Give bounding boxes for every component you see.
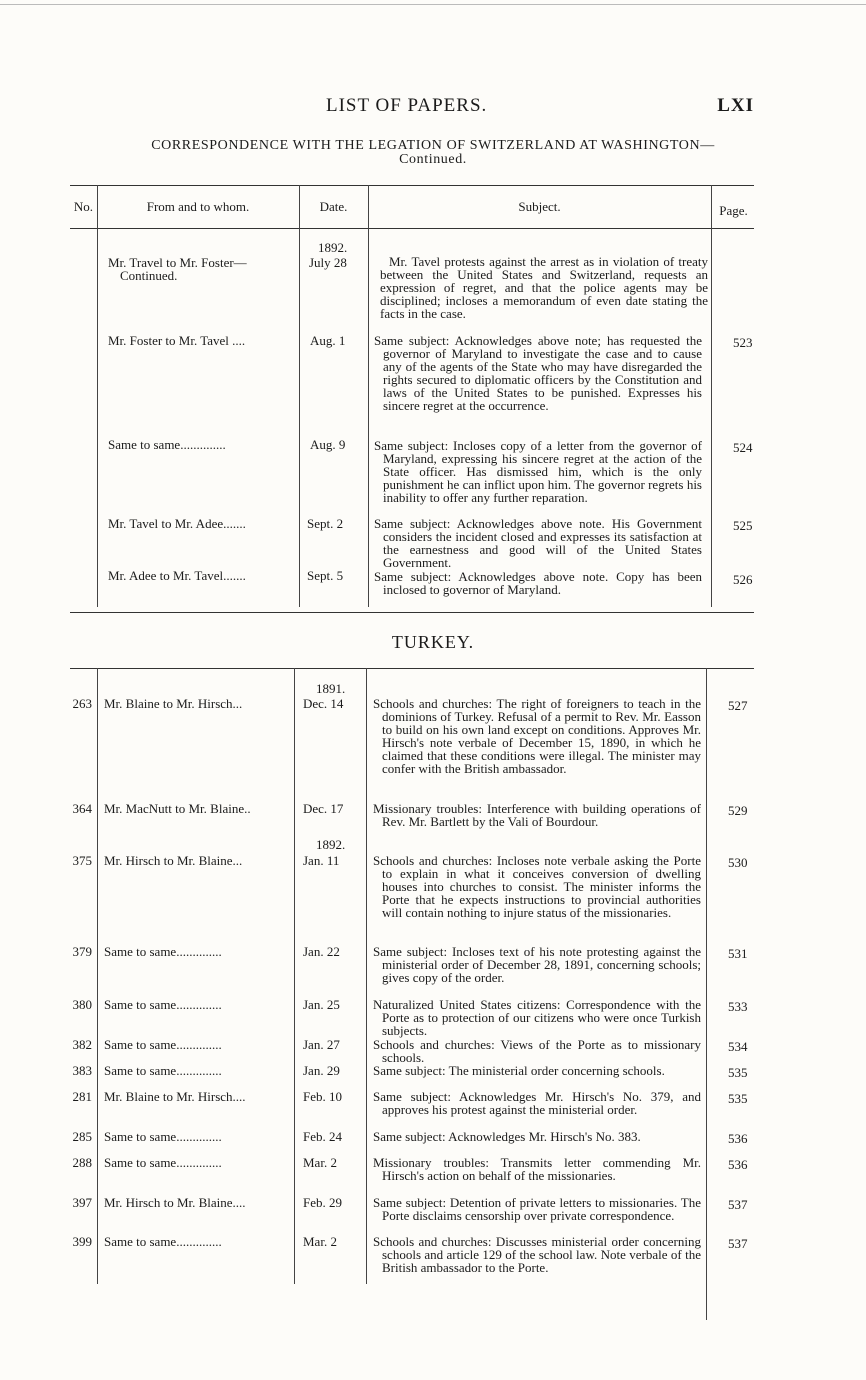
row-page: 537 [728, 1197, 748, 1212]
row-date: Feb. 24 [303, 1129, 342, 1144]
row-subject: Same subject: Detention of private letters to missionaries. The Porte disclaims censorship over private correspondence. [373, 1195, 701, 1223]
row-from: Same to same.............. [108, 437, 226, 452]
row-year: 1892. [318, 240, 348, 255]
row-subject: Mr. Tavel protests against the arrest as in violation of treaty between the United States and Switzerland, requests an expression of regret, and that the police agents may be disciplined; incloses a memorandum of even date stating the facts in the case. [380, 254, 708, 321]
row-date: Jan. 29 [303, 1063, 340, 1078]
table-top-rule [70, 185, 754, 186]
row-number: 399 [72, 1234, 92, 1249]
row-from-continued: Continued. [120, 268, 178, 283]
row-number: 379 [72, 944, 92, 959]
row-subject: Same subject: The ministerial order concerning schools. [373, 1063, 665, 1078]
row-from: Mr. Adee to Mr. Tavel....... [108, 568, 246, 583]
row-date: Dec. 17 [303, 801, 344, 816]
row-from: Same to same.............. [104, 1037, 222, 1052]
row-number: 288 [72, 1155, 92, 1170]
column-header-no: No. [73, 199, 94, 214]
row-from: Same to same.............. [104, 1129, 222, 1144]
col-divider [366, 668, 367, 1284]
row-page: 533 [728, 999, 748, 1014]
header-bottom-rule [70, 228, 754, 229]
col-divider [368, 185, 369, 607]
row-page: 537 [728, 1236, 748, 1251]
row-page: 535 [728, 1065, 748, 1080]
row-from: Mr. Hirsch to Mr. Blaine... [104, 853, 243, 868]
col-divider [299, 185, 300, 607]
row-page: 525 [733, 518, 753, 533]
row-subject: Missionary troubles: Transmits letter commending Mr. Hirsch's action on behalf of the missionaries. [373, 1155, 701, 1183]
row-number: 397 [72, 1195, 92, 1210]
row-date: Jan. 11 [303, 853, 340, 868]
row-number: 263 [72, 696, 92, 711]
row-subject: Same subject: Acknowledges Mr. Hirsch's No. 383. [373, 1129, 641, 1144]
row-subject: Schools and churches: The right of foreigners to teach in the dominions of Turkey. Refusal of a permit to Rev. Mr. Easson to build on his own land except on conditions. Approves Mr. Hirsch's note verbale of December 15, 1890, in which he claimed that these conditions were illegal. The minister may confer with the British ambassador. [373, 696, 701, 776]
col-divider [97, 185, 98, 607]
section-heading: CORRESPONDENCE WITH THE LEGATION OF SWITZERLAND AT WASHINGTON— [151, 138, 715, 153]
row-date: July 28 [309, 255, 347, 270]
row-date: Mar. 2 [303, 1155, 337, 1170]
row-page: 530 [728, 855, 748, 870]
row-subject: Missionary troubles: Interference with building operations of Rev. Mr. Bartlett by the Vali of Bourdour. [373, 801, 701, 829]
row-page: 524 [733, 440, 753, 455]
row-subject: Same subject: Acknowledges Mr. Hirsch's No. 379, and approves his protest against the ministerial order. [373, 1089, 701, 1117]
row-date: Jan. 27 [303, 1037, 340, 1052]
row-from: Mr. Hirsch to Mr. Blaine.... [104, 1195, 246, 1210]
row-from: Same to same.............. [104, 1234, 222, 1249]
column-header-page: Page. [719, 203, 748, 218]
turkey-top-rule [70, 668, 754, 669]
col-divider [97, 668, 98, 1284]
row-date: Feb. 10 [303, 1089, 342, 1104]
row-page: 534 [728, 1039, 748, 1054]
row-number: 285 [72, 1129, 92, 1144]
row-date: Dec. 14 [303, 696, 344, 711]
page-top-edge [0, 4, 866, 5]
row-date: Jan. 25 [303, 997, 340, 1012]
column-header-subject: Subject. [518, 199, 561, 214]
row-subject: Schools and churches: Incloses note verbale asking the Porte to explain in what it conceives conversion of dwelling houses into churches to consist. The minister informs the Porte that he expects instructions to provincial authorities will contain nothing to injure status of the missionaries. [373, 853, 701, 920]
row-subject: Same subject: Acknowledges above note. His Government considers the incident closed and expresses its satisfaction at the earnestness and good will of the United States Government. [374, 516, 702, 570]
row-subject: Same subject: Acknowledges above note. Copy has been inclosed to governor of Maryland. [374, 569, 702, 597]
row-date: Jan. 22 [303, 944, 340, 959]
row-subject: Naturalized United States citizens: Correspondence with the Porte as to protection of our citizens who were once Turkish subjects. [373, 997, 701, 1038]
row-subject: Same subject: Incloses copy of a letter from the governor of Maryland, expressing his sincere regret at the action of the State officer. Has dismissed him, which is the only punishment he can inflict upon him. The governor regrets his inability to offer any further reparation. [374, 438, 702, 505]
row-from: Same to same.............. [104, 1063, 222, 1078]
row-from: Mr. Blaine to Mr. Hirsch.... [104, 1089, 246, 1104]
page-folio: LXI [717, 95, 754, 116]
row-page: 523 [733, 335, 753, 350]
row-number: 382 [72, 1037, 92, 1052]
row-from: Mr. Foster to Mr. Tavel .... [108, 333, 246, 348]
row-page: 529 [728, 803, 748, 818]
row-page: 535 [728, 1091, 748, 1106]
row-year: 1891. [316, 681, 346, 696]
row-number: 364 [72, 801, 92, 816]
row-from: Mr. MacNutt to Mr. Blaine.. [104, 801, 251, 816]
row-date: Aug. 1 [310, 333, 346, 348]
row-number: 281 [72, 1089, 92, 1104]
row-from: Mr. Travel to Mr. Foster— [108, 255, 247, 270]
row-date: Sept. 2 [307, 516, 344, 531]
row-subject: Schools and churches: Discusses ministerial order concerning schools and article 129 of the school law. Note verbale of the British ambassador to the Porte. [373, 1234, 701, 1275]
row-subject: Schools and churches: Views of the Porte as to missionary schools. [373, 1037, 701, 1065]
col-divider [706, 668, 707, 1320]
row-year: 1892. [316, 837, 346, 852]
row-subject: Same subject: Acknowledges above note; has requested the governor of Maryland to investigate the case and to cause any of the agents of the State who may have disregarded the rights secured to diplomatic officers by the Constitution and laws of the United States to be punished. Expresses his sincere regret at the occurrence. [374, 333, 702, 413]
row-from: Mr. Tavel to Mr. Adee....... [108, 516, 246, 531]
col-divider [294, 668, 295, 1284]
row-page: 531 [728, 946, 748, 961]
row-date: Sept. 5 [307, 568, 344, 583]
running-title: LIST OF PAPERS. [326, 95, 488, 116]
row-date: Feb. 29 [303, 1195, 342, 1210]
row-page: 536 [728, 1131, 748, 1146]
row-page: 527 [728, 698, 748, 713]
row-page: 536 [728, 1157, 748, 1172]
column-header-date: Date. [319, 199, 348, 214]
row-from: Mr. Blaine to Mr. Hirsch... [104, 696, 243, 711]
row-from: Same to same.............. [104, 997, 222, 1012]
row-from: Same to same.............. [104, 944, 222, 959]
row-subject: Same subject: Incloses text of his note protesting against the ministerial order of December 28, 1891, concerning schools; gives copy of the order. [373, 944, 701, 985]
turkey-title: TURKEY. [391, 632, 475, 652]
row-page: 526 [733, 572, 753, 587]
row-date: Mar. 2 [303, 1234, 337, 1249]
col-divider [711, 185, 712, 607]
row-date: Aug. 9 [310, 437, 346, 452]
section-heading-continued: Continued. [399, 152, 467, 167]
row-number: 383 [72, 1063, 92, 1078]
row-number: 380 [72, 997, 92, 1012]
table-bottom-rule [70, 612, 754, 613]
row-number: 375 [72, 853, 92, 868]
row-from: Same to same.............. [104, 1155, 222, 1170]
column-header-from: From and to whom. [146, 199, 250, 214]
